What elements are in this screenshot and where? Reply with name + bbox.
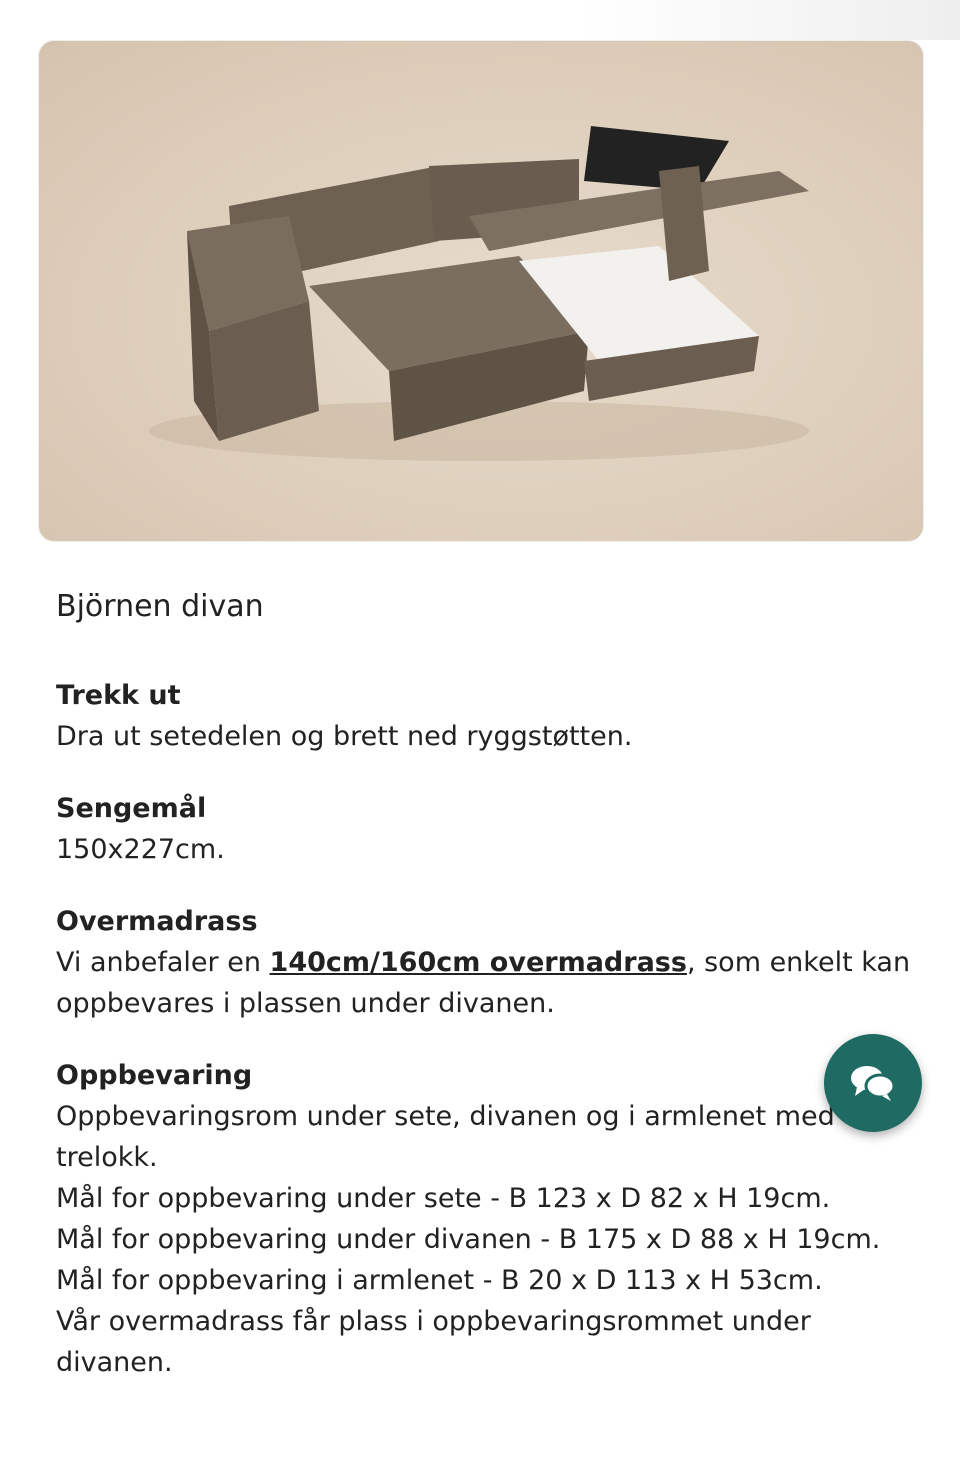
section-text: Vår overmadrass får plass i oppbevaringsrommet under divanen. (56, 1306, 811, 1378)
product-description (56, 588, 916, 1415)
overmadrass-link[interactable]: 140cm/160cm overmadrass (269, 947, 687, 978)
section-overmadrass (56, 902, 916, 1024)
section-heading: Trekk ut (56, 680, 181, 711)
text-suffix: , som enkelt kan oppbevares i plassen under divanen. (56, 947, 911, 1019)
section-heading: Overmadrass (56, 906, 258, 937)
section-oppbevaring (56, 1056, 916, 1383)
chat-button[interactable] (824, 1034, 922, 1132)
section-text: Mål for oppbevaring under sete - B 123 x D 82 x H 19cm. (56, 1183, 831, 1214)
text-prefix: Vi anbefaler en (56, 947, 270, 978)
section-text: Oppbevaringsrom under sete, divanen og i armlenet med trelokk. (56, 1101, 835, 1173)
section-heading: Sengemål (56, 793, 207, 824)
section-text: Mål for oppbevaring under divanen - B 175 x D 88 x H 19cm. (56, 1224, 881, 1255)
product-title: Björnen divan (56, 589, 264, 624)
section-heading: Oppbevaring (56, 1060, 253, 1091)
section-sengemal (56, 789, 916, 870)
section-text: 150x227cm. (56, 834, 225, 865)
chat-bubbles-icon (849, 1063, 897, 1103)
section-text: Mål for oppbevaring i armlenet - B 20 x D 113 x H 53cm. (56, 1265, 823, 1296)
section-trekk-ut (56, 676, 916, 757)
product-image (38, 40, 924, 542)
sofa-illustration (39, 41, 923, 541)
section-text (56, 942, 916, 1024)
top-shade (0, 0, 960, 40)
section-text: Dra ut setedelen og brett ned ryggstøtten. (56, 721, 633, 752)
